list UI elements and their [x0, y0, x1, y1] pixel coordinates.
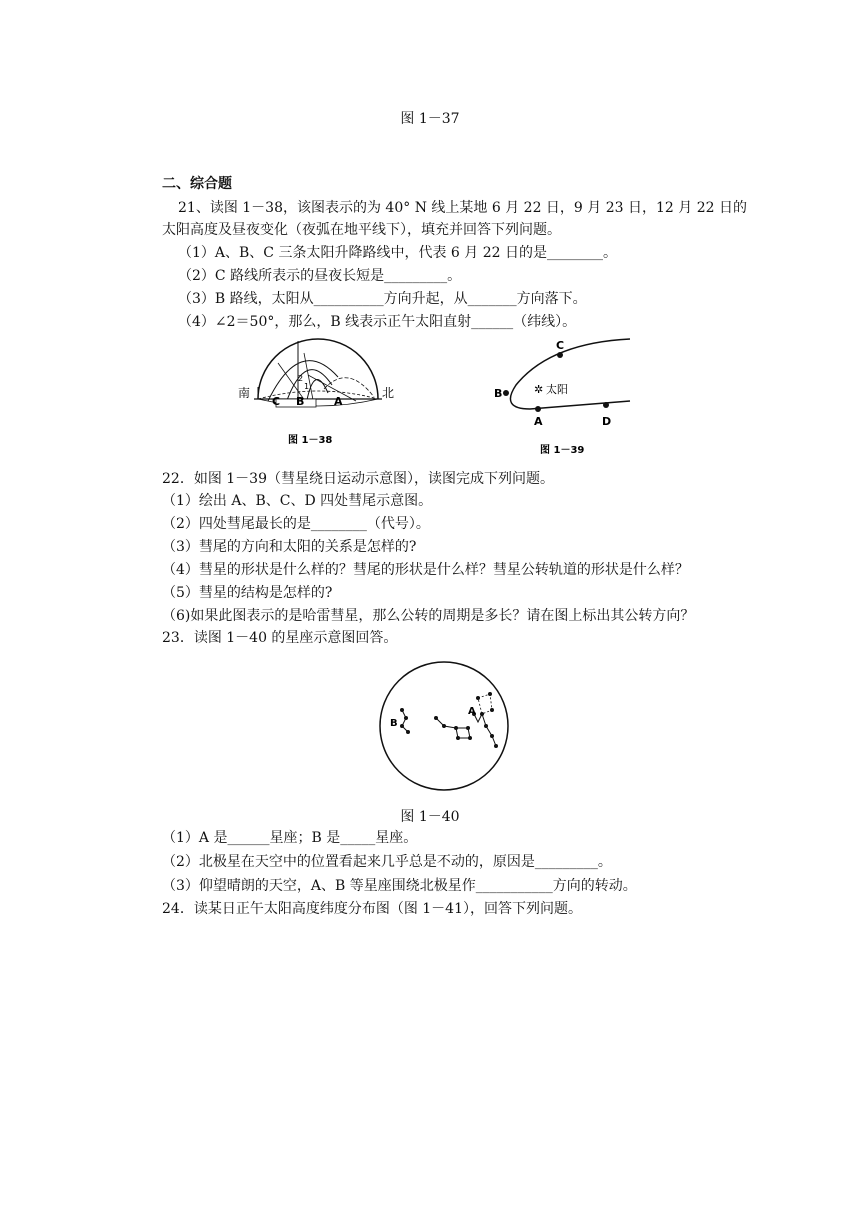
q22-item-6: （6)如果此图表示的是哈雷彗星，那么公转的周期是多长？请在图上标出其公转方向？: [162, 608, 695, 624]
label-path-a: A: [334, 395, 343, 408]
q21-item-3: （3）B 路线，太阳从__________方向升起，从_______方向落下。: [178, 291, 587, 307]
q22-item-4: （4）彗星的形状是什么样的？彗尾的形状是什么样？彗星公转轨道的形状是什么样？: [162, 562, 689, 578]
label-constellation-a: A: [468, 706, 476, 717]
q23-item-1: （1）A 是______星座；B 是_____星座。: [162, 830, 418, 846]
label-path-b: B: [296, 395, 305, 408]
q22-item-1: （1）绘出 A、B、C、D 四处彗尾示意图。: [162, 493, 433, 509]
figure-caption-1-39: 图 1－39: [540, 445, 585, 456]
q22-item-2: （2）四处彗尾最长的是________（代号）。: [162, 516, 430, 532]
figure-1-39: [490, 333, 640, 463]
q24-line1: 24．读某日正午太阳高度纬度分布图（图 1－41），回答下列问题。: [162, 901, 582, 917]
figure-1-38: [236, 333, 396, 453]
figure-caption-1-38: 图 1－38: [288, 435, 333, 446]
sun-icon: ✲: [534, 383, 544, 396]
q21-item-1: （1）A、B、C 三条太阳升降路线中，代表 6 月 22 日的是________。: [178, 245, 617, 261]
q23-item-3: （3）仰望晴朗的天空，A、B 等星座围绕北极星作___________方向的转动。: [162, 878, 637, 894]
comet-point-d: [603, 402, 609, 408]
figure-1-40: [374, 656, 514, 796]
sun-label: 太阳: [546, 383, 568, 396]
q22-item-3: （3）彗尾的方向和太阳的关系是怎样的?: [162, 539, 417, 555]
label-north: 北: [382, 386, 395, 400]
label-point-b: B: [494, 387, 503, 400]
comet-point-c: [557, 352, 563, 358]
q21-item-2: （2）C 路线所表示的昼夜长短是_________。: [178, 268, 462, 284]
q22-line1: 22．如图 1－39（彗星绕日运动示意图），读图完成下列问题。: [162, 471, 554, 487]
q21-line2: 太阳高度及昼夜变化（夜弧在地平线下），填充并回答下列问题。: [162, 222, 561, 238]
label-point-a: A: [534, 415, 543, 428]
label-path-c: C: [272, 395, 281, 408]
label-point-d: D: [602, 415, 612, 428]
figure-caption-1-37: 图 1－37: [400, 111, 460, 127]
q21-item-4: （4）∠2＝50°，那么，B 线表示正午太阳直射______（纬线）。: [178, 314, 577, 330]
label-constellation-b: B: [390, 718, 398, 729]
section-heading: 二、综合题: [162, 176, 232, 192]
q22-item-5: （5）彗星的结构是怎样的?: [162, 585, 333, 601]
q23-item-2: （2）北极星在天空中的位置看起来几乎总是不动的，原因是_________。: [162, 854, 612, 870]
figure-caption-1-40: 图 1－40: [400, 809, 460, 825]
label-angle-2: 2: [298, 374, 304, 383]
comet-point-b: [503, 390, 509, 396]
label-south: 南: [238, 386, 251, 400]
q21-line1: 21、读图 1－38，该图表示的为 40° N 线上某地 6 月 22 日，9 月 23 日，12 月 22 日的: [178, 200, 747, 216]
label-point-c: C: [556, 339, 565, 352]
q23-line1: 23．读图 1－40 的星座示意图回答。: [162, 630, 398, 646]
comet-point-a: [535, 406, 541, 412]
label-angle-1: 1: [304, 382, 310, 391]
